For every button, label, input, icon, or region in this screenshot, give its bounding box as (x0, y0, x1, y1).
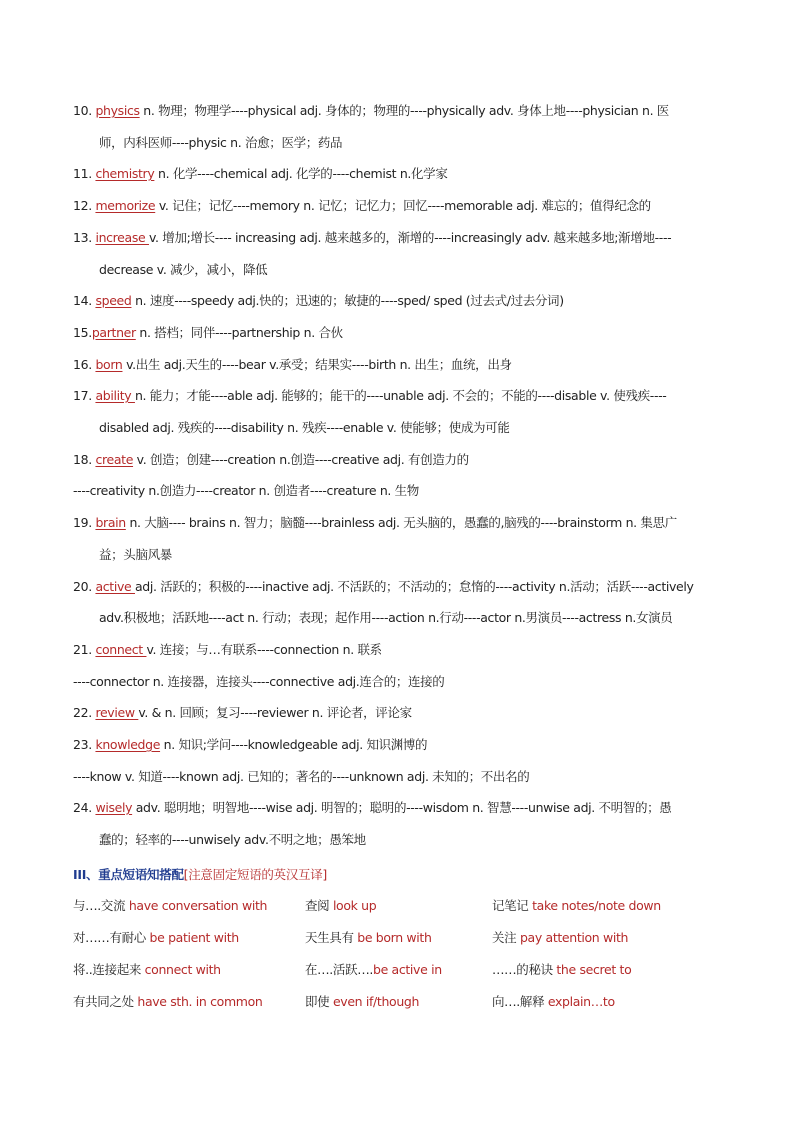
vocab-text: adv.积极地；活跃地----act n. 行动；表现；起作用----action n.行动----actor n.男演员----actress n.女演员 (99, 610, 673, 625)
vocab-text: v. & n. 回顾；复习----reviewer n. 评论者，评论家 (138, 705, 412, 720)
phrase-item (492, 994, 615, 1010)
vocab-text: v. 增加;增长---- increasing adj. 越来越多的，渐增的----increasingly adv. 越来越多地;渐增地---- (148, 230, 672, 245)
phrase-english: pay attention with (519, 930, 629, 945)
vocab-text: v.出生 adj.天生的----bear v.承受；结果实----birth n. 出生；血统，出身 (122, 357, 512, 372)
vocab-line (99, 135, 342, 151)
vocab-text: disabled adj. 残疾的----disability n. 残疾----enable v. 使能够；使成为可能 (99, 420, 510, 435)
phrase-chinese: 与….交流 (73, 898, 129, 913)
vocab-headword: review (95, 705, 139, 720)
vocab-text: v. 记住；记忆----memory n. 记忆；记忆力；回忆----memorable adj. 难忘的；值得纪念的 (155, 198, 651, 213)
phrase-english: have conversation with (128, 898, 268, 913)
vocab-text: 23. (73, 737, 96, 752)
phrase-item (305, 994, 419, 1010)
vocab-line (73, 230, 671, 246)
vocab-text: n. 知识;学问----knowledgeable adj. 知识渊博的 (160, 737, 428, 752)
vocab-headword: partner (91, 325, 136, 340)
vocab-line (99, 547, 172, 563)
phrase-item (492, 930, 628, 946)
phrase-english: connect with (144, 962, 221, 977)
phrase-english: be patient with (149, 930, 239, 945)
vocab-text: 11. (73, 166, 96, 181)
vocab-text: ----creativity n.创造力----creator n. 创造者----creature n. 生物 (73, 483, 419, 498)
vocab-line (99, 610, 672, 626)
vocab-line (73, 705, 412, 721)
section-heading (73, 867, 327, 883)
vocab-headword: brain (95, 515, 126, 530)
phrase-english: take notes/note down (532, 898, 661, 913)
section-heading-title: III、重点短语知搭配 (73, 867, 184, 882)
vocab-line (73, 483, 419, 499)
vocab-text: 蠢的；轻率的----unwisely adv.不明之地；愚笨地 (99, 832, 366, 847)
phrase-english: have sth. in common (137, 994, 263, 1009)
vocab-line (73, 198, 651, 214)
phrase-chinese: 对……有耐心 (73, 930, 150, 945)
phrase-item (73, 898, 267, 914)
vocab-text: ----connector n. 连接器，连接头----connective adj.连合的；连接的 (73, 674, 445, 689)
phrase-chinese: 关注 (492, 930, 520, 945)
vocab-line (73, 737, 427, 753)
vocab-line (73, 166, 447, 182)
phrase-english: be born with (357, 930, 432, 945)
vocab-headword: physics (95, 103, 140, 118)
vocab-line (73, 515, 677, 531)
phrase-chinese: 天生具有 (305, 930, 358, 945)
vocab-line (73, 325, 343, 341)
phrase-item (305, 962, 442, 978)
vocab-text: n. 能力；才能----able adj. 能够的；能干的----unable adj. 不会的；不能的----disable v. 使残疾---- (134, 388, 667, 403)
vocab-line (73, 293, 564, 309)
vocab-text: 益；头脑风暴 (99, 547, 172, 562)
vocab-line (73, 769, 529, 785)
phrase-chinese: 即使 (305, 994, 333, 1009)
vocab-headword: create (95, 452, 134, 467)
vocab-text: 20. (73, 579, 96, 594)
phrase-item (73, 962, 221, 978)
vocab-line (73, 674, 444, 690)
vocab-text: n. 速度----speedy adj.快的；迅速的；敏捷的----sped/ sped (过去式/过去分词) (131, 293, 564, 308)
vocab-text: v. 创造；创建----creation n.创造----creative adj. 有创造力的 (133, 452, 469, 467)
vocab-text: 15. (73, 325, 92, 340)
phrase-item (492, 898, 661, 914)
phrase-item (73, 930, 239, 946)
vocab-line (99, 262, 267, 278)
vocab-text: 师，内科医师----physic n. 治愈；医学；药品 (99, 135, 343, 150)
vocab-text: v. 连接；与…有联系----connection n. 联系 (146, 642, 382, 657)
vocab-line (73, 642, 382, 658)
phrase-chinese: 向….解释 (492, 994, 548, 1009)
vocab-headword: ability (95, 388, 135, 403)
phrase-chinese: 有共同之处 (73, 994, 138, 1009)
phrase-item (305, 930, 432, 946)
vocab-text: 12. (73, 198, 96, 213)
vocab-text: 18. (73, 452, 96, 467)
vocab-text: 17. (73, 388, 96, 403)
phrase-english: even if/though (332, 994, 420, 1009)
phrase-chinese: ……的秘诀 (492, 962, 557, 977)
vocab-text: 16. (73, 357, 96, 372)
vocab-line (73, 388, 666, 404)
vocab-text: n. 物理；物理学----physical adj. 身体的；物理的----physically adv. 身体上地----physician n. 医 (139, 103, 669, 118)
phrase-english: the secret to (556, 962, 632, 977)
phrase-english: look up (332, 898, 377, 913)
vocab-headword: speed (95, 293, 132, 308)
vocab-line (99, 420, 509, 436)
phrase-english: be active in (373, 962, 442, 977)
vocab-headword: wisely (95, 800, 133, 815)
phrase-item (492, 962, 631, 978)
vocab-line (73, 452, 469, 468)
vocab-text: adv. 聪明地；明智地----wise adj. 明智的；聪明的----wisdom n. 智慧----unwise adj. 不明智的；愚 (132, 800, 672, 815)
vocab-headword: active (95, 579, 135, 594)
vocab-line (99, 832, 366, 848)
vocab-headword: knowledge (95, 737, 161, 752)
vocab-text: 14. (73, 293, 96, 308)
vocab-text: n. 化学----chemical adj. 化学的----chemist n.化学家 (154, 166, 448, 181)
vocab-text: n. 搭档；同伴----partnership n. 合伙 (135, 325, 343, 340)
vocab-text: decrease v. 减少，减小，降低 (99, 262, 268, 277)
phrase-chinese: 将..连接起来 (73, 962, 145, 977)
vocab-text: 13. (73, 230, 96, 245)
phrase-english: explain…to (547, 994, 615, 1009)
vocab-line (73, 357, 512, 373)
vocab-text: adj. 活跃的；积极的----inactive adj. 不活跃的；不活动的；怠惰的----activity n.活动；活跃----actively (134, 579, 694, 594)
phrase-item (73, 994, 262, 1010)
vocab-headword: connect (95, 642, 147, 657)
vocab-headword: increase (95, 230, 149, 245)
vocab-text: n. 大脑---- brains n. 智力；脑髓----brainless adj. 无头脑的，愚蠢的,脑残的----brainstorm n. 集思广 (125, 515, 677, 530)
vocab-text: 21. (73, 642, 96, 657)
vocab-headword: memorize (95, 198, 156, 213)
phrase-item (305, 898, 376, 914)
phrase-chinese: 查阅 (305, 898, 333, 913)
vocab-line (73, 579, 694, 595)
vocab-text: ----know v. 知道----known adj. 已知的；著名的----unknown adj. 未知的；不出名的 (73, 769, 530, 784)
vocab-text: 24. (73, 800, 96, 815)
section-heading-note: [注意固定短语的英汉互译] (183, 867, 328, 882)
vocab-headword: born (95, 357, 123, 372)
phrase-chinese: 记笔记 (492, 898, 533, 913)
vocab-text: 22. (73, 705, 96, 720)
vocab-line (73, 103, 669, 119)
phrase-chinese: 在….活跃…. (305, 962, 373, 977)
vocab-line (73, 800, 671, 816)
vocab-text: 10. (73, 103, 96, 118)
vocab-headword: chemistry (95, 166, 155, 181)
vocab-text: 19. (73, 515, 96, 530)
